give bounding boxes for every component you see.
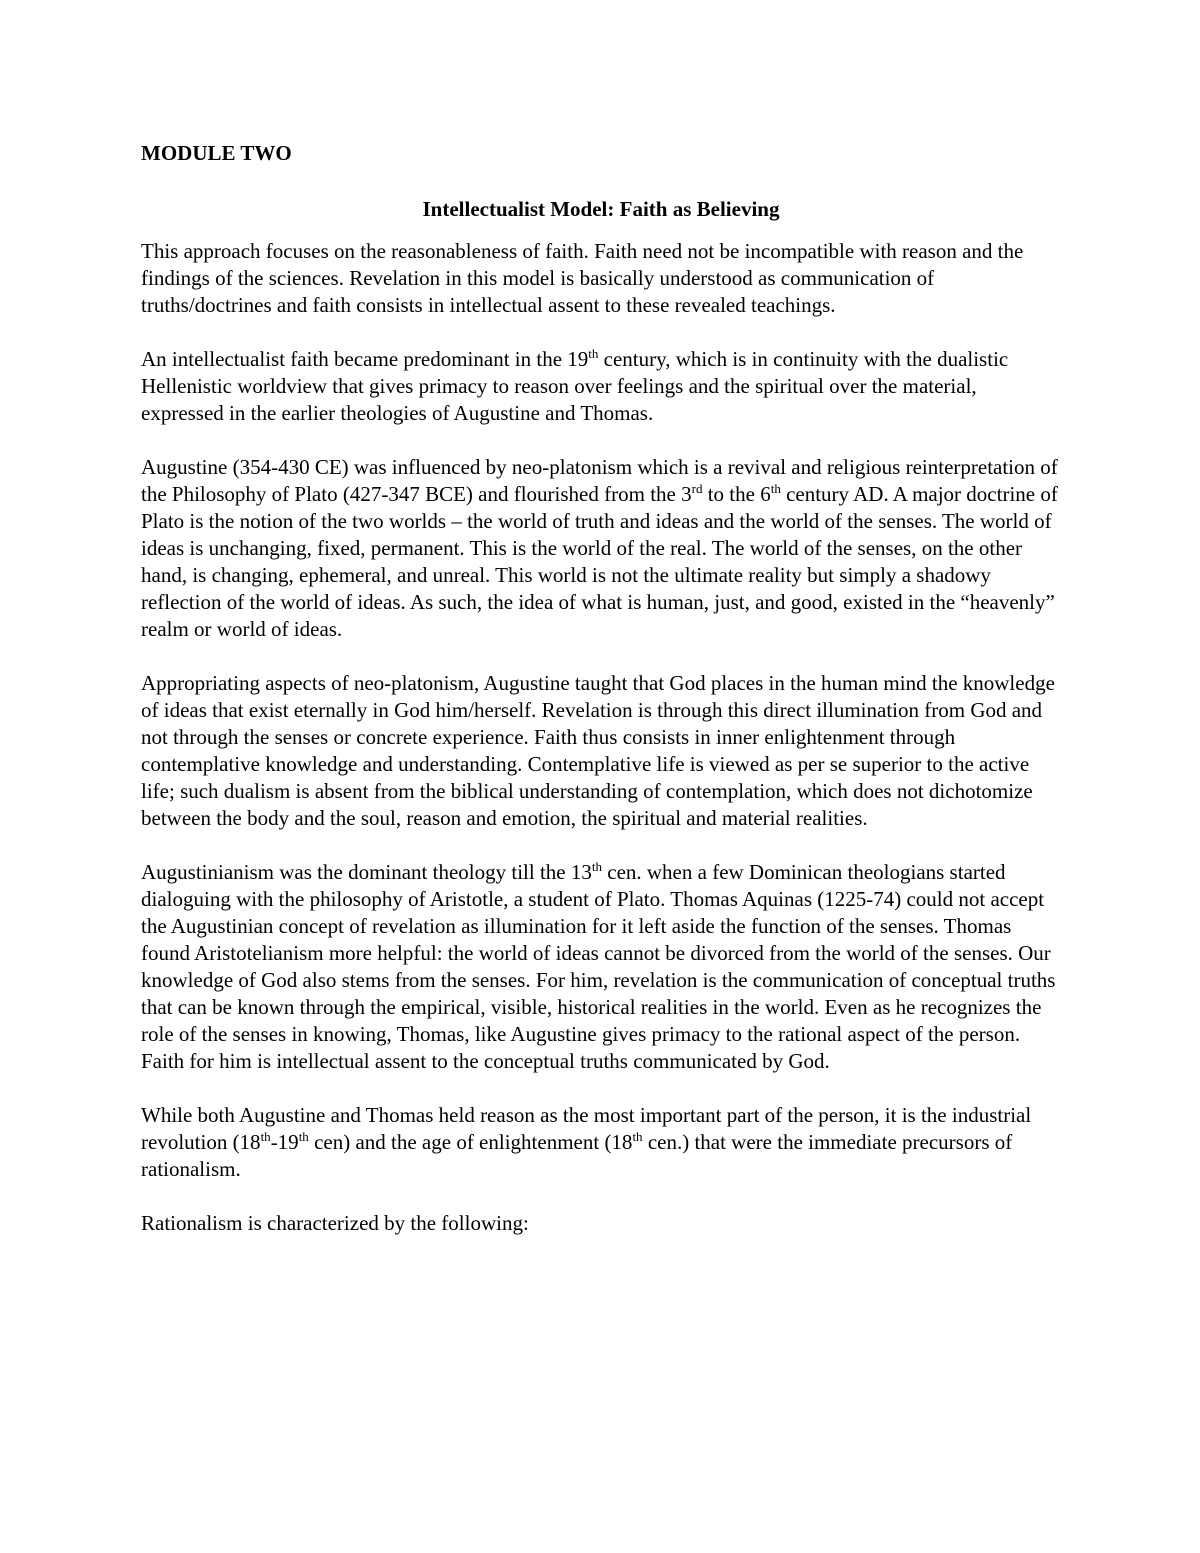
paragraph-text: An intellectualist faith became predominant in the 19 — [141, 347, 589, 371]
paragraph-text: cen. when a few Dominican theologians started dialoguing with the philosophy of Aristotle, a student of Plato. Thomas Aquinas (1225-74) could not accept the Augustinian concept of revelation as illumination for it left aside the function of the senses. Thomas found Aristotelianism more helpful: the world of ideas cannot be divorced from the world of the senses. Our knowledge of God also stems from the senses. For him, revelation is the communication of conceptual truths that can be known through the empirical, visible, historical realities in the world. Even as he recognizes the role of the senses in knowing, Thomas, like Augustine gives primacy to the rational aspect of the person. Faith for him is intellectual assent to the conceptual truths communicated by God. — [141, 860, 1056, 1073]
paragraph-augustinianism — [141, 859, 1061, 1075]
superscript: rd — [691, 481, 703, 496]
superscript: th — [298, 1129, 309, 1144]
paragraph-rationalism: Rationalism is characterized by the following: — [141, 1211, 529, 1235]
paragraph-text: Augustinianism was the dominant theology till the 13 — [141, 860, 592, 884]
paragraph-text: cen.) that were the immediate precursors of rationalism. — [141, 1130, 1013, 1181]
paragraph-text: century, which is in continuity with the dualistic Hellenistic worldview that gives primacy to reason over feelings and the spiritual over the material, expressed in the earlier theologies of Augustine and Thomas. — [141, 347, 1009, 425]
superscript: th — [588, 346, 599, 361]
document-body — [141, 140, 1061, 1264]
document-title: Intellectualist Model: Faith as Believing — [422, 197, 780, 221]
paragraph-text: cen) and the age of enlightenment (18 — [308, 1130, 633, 1154]
paragraph-intro: This approach focuses on the reasonableness of faith. Faith need not be incompatible with reason and the findings of the sciences. Revelation in this model is basically understood as communication of truths/doctrines and faith consists in intellectual assent to these revealed teachings. — [141, 239, 1024, 317]
paragraph-rationalism-precursors — [141, 1102, 1061, 1183]
paragraph-text: century AD. A major doctrine of Plato is the notion of the two worlds – the world of truth and ideas and the world of the senses. The world of ideas is unchanging, fixed, permanent. This is the world of the real. The world of the senses, on the other hand, is changing, ephemeral, and unreal. This world is not the ultimate reality but simply a shadowy reflection of the world of ideas. As such, the idea of what is human, just, and good, existed in the “heavenly” realm or world of ideas. — [141, 482, 1058, 641]
superscript: th — [591, 859, 602, 874]
paragraph-text: to the 6 — [702, 482, 771, 506]
paragraph-text: Augustine (354-430 CE) was influenced by neo-platonism which is a revival and religious reinterpretation of the Philosophy of Plato (427-347 BCE) and flourished from the 3 — [141, 455, 1058, 506]
superscript: th — [260, 1129, 271, 1144]
paragraph-19th-century — [141, 346, 1061, 427]
paragraph-augustine — [141, 454, 1061, 643]
paragraph-text: While both Augustine and Thomas held reason as the most important part of the person, it is the industrial revolution (18 — [141, 1103, 1032, 1154]
paragraph-text: -19 — [270, 1130, 299, 1154]
module-label: MODULE TWO — [141, 141, 292, 165]
paragraph-neo-platonism: Appropriating aspects of neo-platonism, Augustine taught that God places in the human mind the knowledge of ideas that exist eternally in God him/herself. Revelation is through this direct illumination from God and not through the senses or concrete experience. Faith thus consists in inner enlightenment through contemplative knowledge and understanding. Contemplative life is viewed as per se superior to the active life; such dualism is absent from the biblical understanding of contemplation, which does not dichotomize between the body and the soul, reason and emotion, the spiritual and material realities. — [141, 671, 1055, 830]
superscript: th — [632, 1129, 643, 1144]
superscript: th — [770, 481, 781, 496]
